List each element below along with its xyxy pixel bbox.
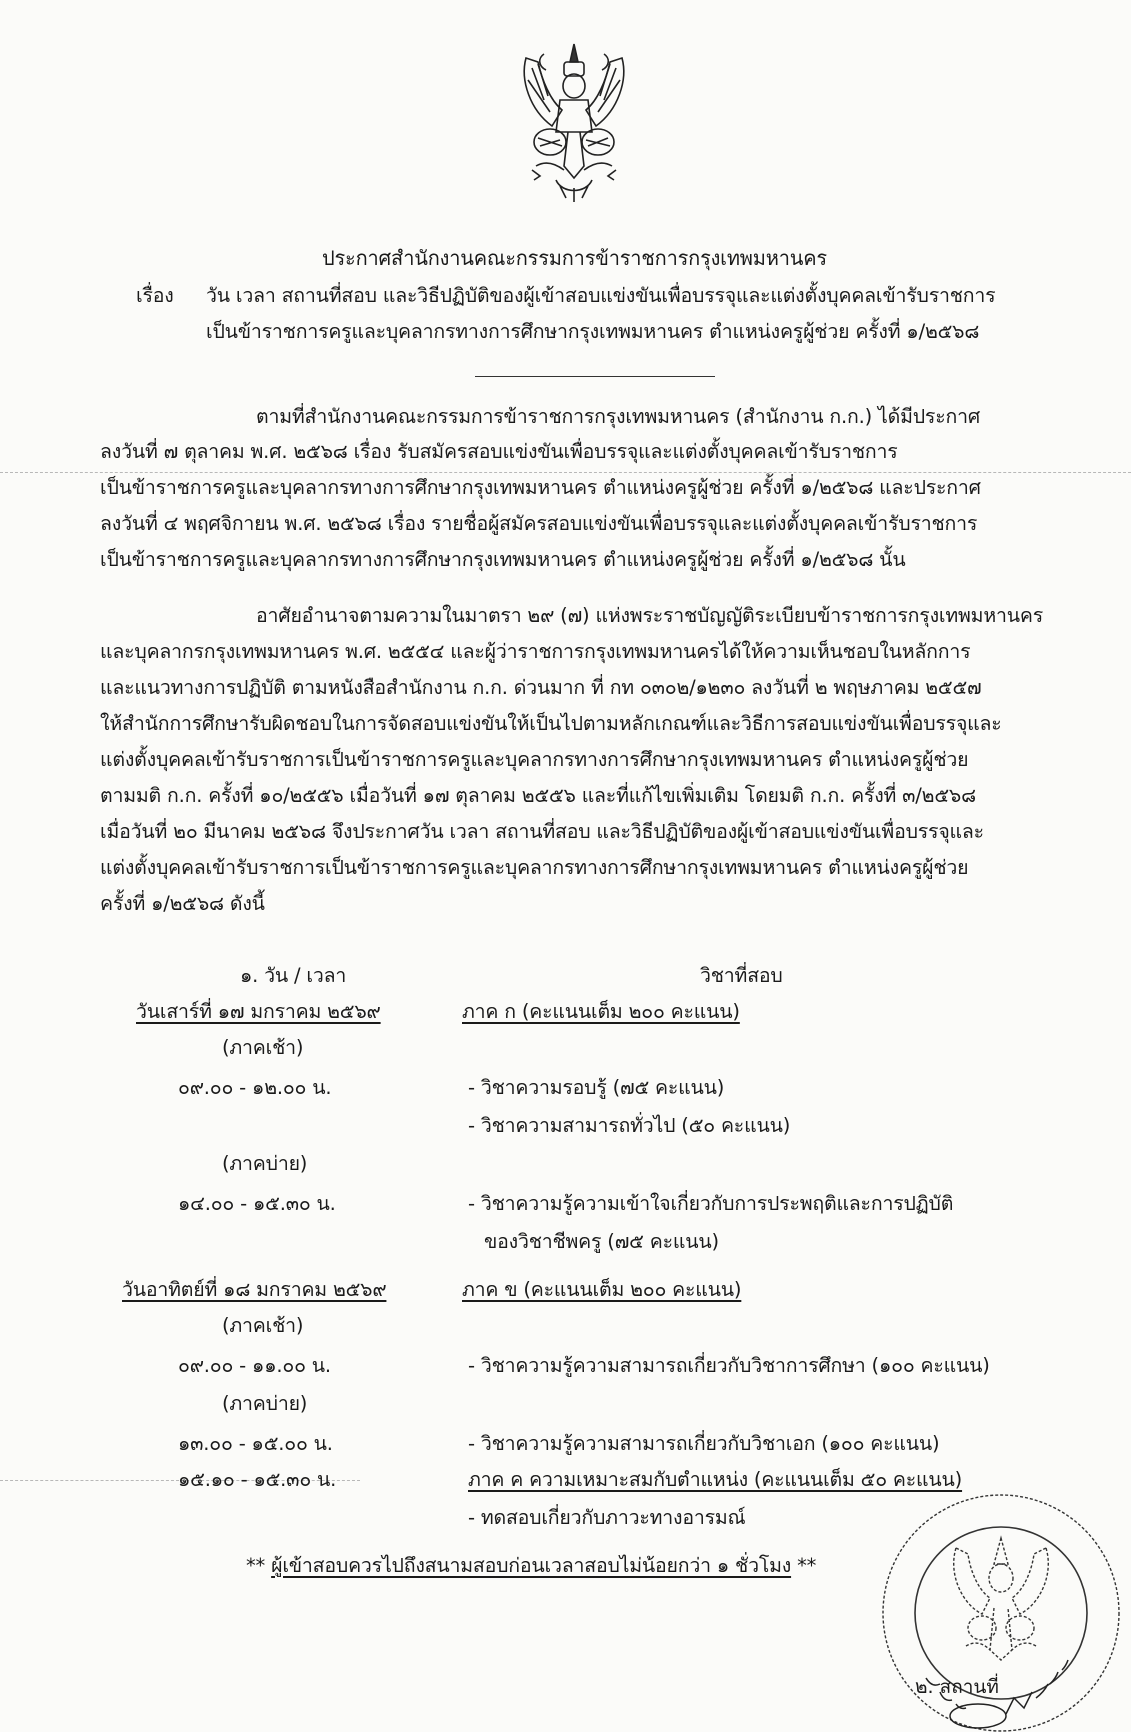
day-2-part-b: ภาค ข (คะแนนเต็ม ๒๐๐ คะแนน) bbox=[462, 1278, 742, 1301]
subject-line-2: เป็นข้าราชการครูและบุคลากรทางการศึกษากรุงเทพมหานคร ตำแหน่งครูผู้ช่วย ครั้งที่ ๑/๒๕๖๘ bbox=[206, 320, 980, 343]
day-2-morning-subject: - วิชาความรู้ความสามารถเกี่ยวกับวิชาการศึกษา (๑๐๐ คะแนน) bbox=[468, 1354, 990, 1377]
paragraph-1-line-1: ตามที่สำนักงานคณะกรรมการข้าราชการกรุงเทพมหานคร (สำนักงาน ก.ก.) ได้มีประกาศ bbox=[256, 405, 981, 428]
day-1-morning-label: (ภาคเช้า) bbox=[222, 1036, 304, 1059]
day-2-date: วันอาทิตย์ที่ ๑๘ มกราคม ๒๕๖๙ bbox=[122, 1278, 387, 1301]
paragraph-2-line-3: และแนวทางการปฏิบัติ ตามหนังสือสำนักงาน ก.ก. ด่วนมาก ที่ กท ๐๓๐๒/๑๒๓๐ ลงวันที่ ๒ พฤษภาคม ๒๕๕๗ bbox=[100, 676, 982, 699]
issuer-title: ประกาศสำนักงานคณะกรรมการข้าราชการกรุงเทพมหานคร bbox=[322, 246, 827, 270]
day-2-part-c-subject: - ทดสอบเกี่ยวกับภาวะทางอารมณ์ bbox=[468, 1506, 746, 1529]
day-1-afternoon-time: ๑๔.๐๐ - ๑๕.๓๐ น. bbox=[178, 1192, 336, 1215]
paragraph-2-line-6: ตามมติ ก.ก. ครั้งที่ ๑๐/๒๕๕๖ เมื่อวันที่ ๑๗ ตุลาคม ๒๕๕๖ และที่แก้ไขเพิ่มเติม โดยมติ ก.ก. ครั้งที่ ๓/๒๕๖๘ bbox=[100, 784, 976, 807]
scan-artifact-line bbox=[0, 472, 1131, 473]
day-1-morning-subject-2: - วิชาความสามารถทั่วไป (๕๐ คะแนน) bbox=[468, 1114, 791, 1137]
day-2-morning-label: (ภาคเช้า) bbox=[222, 1314, 304, 1337]
day-1-afternoon-subject-line-2: ของวิชาชีพครู (๗๕ คะแนน) bbox=[484, 1230, 719, 1253]
paragraph-1-line-5: เป็นข้าราชการครูและบุคลากรทางการศึกษากรุงเทพมหานคร ตำแหน่งครูผู้ช่วย ครั้งที่ ๑/๒๕๖๘ นั้น bbox=[100, 548, 906, 571]
day-1-morning-subject-1: - วิชาความรอบรู้ (๗๕ คะแนน) bbox=[468, 1076, 725, 1099]
paragraph-2-line-1: อาศัยอำนาจตามความในมาตรา ๒๙ (๗) แห่งพระราชบัญญัติระเบียบข้าราชการกรุงเทพมหานคร bbox=[256, 604, 1043, 627]
day-2-morning-time: ๐๙.๐๐ - ๑๑.๐๐ น. bbox=[178, 1354, 331, 1377]
title-divider bbox=[475, 376, 715, 377]
day-2-afternoon-time-1: ๑๓.๐๐ - ๑๕.๐๐ น. bbox=[178, 1432, 333, 1455]
day-2-afternoon-time-2: ๑๕.๑๐ - ๑๕.๓๐ น. bbox=[178, 1468, 337, 1491]
paragraph-2-line-4: ให้สำนักการศึกษารับผิดชอบในการจัดสอบแข่งขันให้เป็นไปตามหลักเกณฑ์และวิธีการสอบแข่งขันเพื่อบรรจุและ bbox=[100, 712, 1002, 735]
day-2-afternoon-label: (ภาคบ่าย) bbox=[222, 1392, 308, 1415]
paragraph-2-line-2: และบุคลากรกรุงเทพมหานคร พ.ศ. ๒๕๕๔ และผู้ว่าราชการกรุงเทพมหานครได้ให้ความเห็นชอบในหลักการ bbox=[100, 640, 971, 663]
note-prefix: ** bbox=[246, 1554, 266, 1577]
paragraph-1-line-3: เป็นข้าราชการครูและบุคลากรทางการศึกษากรุงเทพมหานคร ตำแหน่งครูผู้ช่วย ครั้งที่ ๑/๒๕๖๘ และประกาศ bbox=[100, 476, 981, 499]
paragraph-2-line-8: แต่งตั้งบุคคลเข้ารับราชการเป็นข้าราชการครูและบุคลากรทางการศึกษากรุงเทพมหานคร ตำแหน่งครูผู้ช่วย bbox=[100, 856, 969, 879]
day-1-morning-time: ๐๙.๐๐ - ๑๒.๐๐ น. bbox=[178, 1076, 332, 1099]
subject-label: เรื่อง bbox=[136, 284, 174, 307]
note bbox=[246, 1552, 816, 1580]
day-1-afternoon-label: (ภาคบ่าย) bbox=[222, 1152, 308, 1175]
paragraph-1-line-2: ลงวันที่ ๗ ตุลาคม พ.ศ. ๒๕๖๘ เรื่อง รับสมัครสอบแข่งขันเพื่อบรรจุและแต่งตั้งบุคคลเข้ารับราชการ bbox=[100, 440, 898, 463]
note-suffix: ** bbox=[797, 1554, 817, 1577]
subject-line-1: วัน เวลา สถานที่สอบ และวิธีปฏิบัติของผู้เข้าสอบแข่งขันเพื่อบรรจุและแต่งตั้งบุคคลเข้ารับราชการ bbox=[206, 284, 996, 307]
day-1-date: วันเสาร์ที่ ๑๗ มกราคม ๒๕๖๙ bbox=[136, 1000, 381, 1023]
garuda-emblem-icon bbox=[516, 40, 632, 205]
paragraph-1-line-4: ลงวันที่ ๔ พฤศจิกายน พ.ศ. ๒๕๖๘ เรื่อง รายชื่อผู้สมัครสอบแข่งขันเพื่อบรรจุและแต่งตั้งบุคคลเข้ารับราชการ bbox=[100, 512, 978, 535]
paragraph-2-line-9: ครั้งที่ ๑/๒๕๖๘ ดังนี้ bbox=[100, 892, 265, 915]
schedule-heading-date-time: ๑. วัน / เวลา bbox=[240, 964, 347, 987]
day-2-afternoon-subject-1: - วิชาความรู้ความสามารถเกี่ยวกับวิชาเอก (๑๐๐ คะแนน) bbox=[468, 1432, 940, 1455]
day-1-part-a: ภาค ก (คะแนนเต็ม ๒๐๐ คะแนน) bbox=[462, 1000, 740, 1023]
schedule-heading-subject: วิชาที่สอบ bbox=[700, 964, 783, 987]
day-1-afternoon-subject-line-1: - วิชาความรู้ความเข้าใจเกี่ยวกับการประพฤติและการปฏิบัติ bbox=[468, 1192, 954, 1215]
day-2-part-c: ภาค ค ความเหมาะสมกับตำแหน่ง (คะแนนเต็ม ๕๐ คะแนน) bbox=[468, 1468, 963, 1491]
next-section-heading: ๒. สถานที่ bbox=[915, 1676, 999, 1698]
paragraph-2-line-7: เมื่อวันที่ ๒๐ มีนาคม ๒๕๖๘ จึงประกาศวัน เวลา สถานที่สอบ และวิธีปฏิบัติของผู้เข้าสอบแข่งขันเพื่อบรรจุและ bbox=[100, 820, 984, 843]
note-text: ผู้เข้าสอบควรไปถึงสนามสอบก่อนเวลาสอบไม่น้อยกว่า ๑ ชั่วโมง bbox=[271, 1554, 792, 1577]
paragraph-2-line-5: แต่งตั้งบุคคลเข้ารับราชการเป็นข้าราชการครูและบุคลากรทางการศึกษากรุงเทพมหานคร ตำแหน่งครูผู้ช่วย bbox=[100, 748, 969, 771]
